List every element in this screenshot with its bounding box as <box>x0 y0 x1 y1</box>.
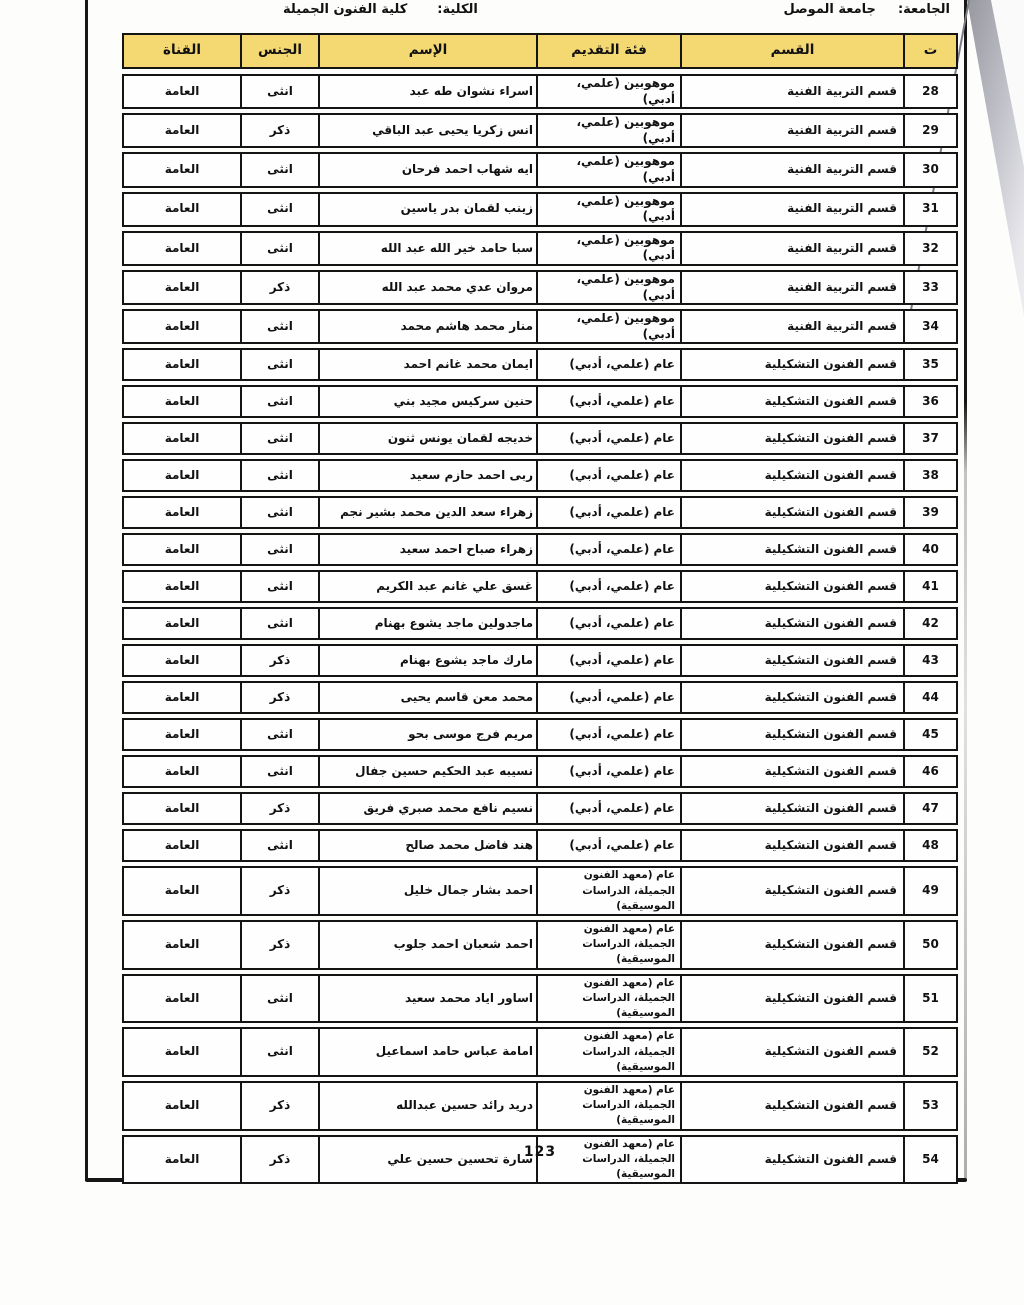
cell-application-category: موهوبين (علمي، أدبي) <box>538 194 682 225</box>
cell-name: اسراء نشوان طه عبد <box>320 76 538 107</box>
cell-number: 53 <box>922 1097 939 1112</box>
cell-number: 49 <box>922 883 939 898</box>
cell-name: ماجدولين ماجد يشوع بهنام <box>320 609 538 638</box>
cell-application-category: عام (علمي، أدبي) <box>538 831 682 860</box>
cell-application-category: عام (علمي، أدبي) <box>538 387 682 416</box>
cell-gender: ذكر <box>242 115 320 146</box>
cell-name: ايمان محمد غانم احمد <box>320 350 538 379</box>
cell-gender: انثى <box>242 535 320 564</box>
cell-gender: انثى <box>242 831 320 860</box>
cell-department: قسم الفنون التشكيلية <box>682 424 905 453</box>
cell-application-category: عام (علمي، أدبي) <box>538 350 682 379</box>
cell-number: 31 <box>922 201 939 216</box>
cell-gender: انثى <box>242 387 320 416</box>
cell-channel: العامة <box>124 498 242 527</box>
header-application-category: فئة التقديم <box>538 35 682 67</box>
cell-channel: العامة <box>124 976 242 1022</box>
page-number: 123 <box>523 1144 557 1160</box>
cell-application-category: عام (علمي، أدبي) <box>538 609 682 638</box>
cell-number: 48 <box>922 838 939 853</box>
university-line <box>784 2 950 17</box>
cell-number: 30 <box>922 162 939 177</box>
table-row <box>122 920 958 970</box>
cell-channel: العامة <box>124 350 242 379</box>
table-body <box>122 74 958 1184</box>
table-row <box>122 718 958 751</box>
cell-number: 43 <box>922 653 939 668</box>
cell-department: قسم الفنون التشكيلية <box>682 609 905 638</box>
cell-channel: العامة <box>124 535 242 564</box>
cell-name: محمد معن قاسم يحيى <box>320 683 538 712</box>
table-row <box>122 231 958 266</box>
cell-name: سارة تحسين حسين علي <box>320 1137 538 1183</box>
cell-department: قسم التربية الفنية <box>682 311 905 342</box>
cell-number: 41 <box>922 579 939 594</box>
table-row <box>122 192 958 227</box>
cell-number: 28 <box>922 83 939 98</box>
cell-channel: العامة <box>124 572 242 601</box>
table-row <box>122 74 958 109</box>
cell-name: نسيم نافع محمد صبري فريق <box>320 794 538 823</box>
cell-department: قسم الفنون التشكيلية <box>682 646 905 675</box>
table-row <box>122 1027 958 1077</box>
cell-channel: العامة <box>124 1137 242 1183</box>
cell-department: قسم الفنون التشكيلية <box>682 1029 905 1075</box>
cell-name: مارك ماجد يشوع بهنام <box>320 646 538 675</box>
students-table <box>122 33 958 1188</box>
cell-application-category: عام (معهد الفنون الجميلة، الدراسات الموسيقية) <box>538 1029 682 1075</box>
cell-number: 38 <box>922 468 939 483</box>
cell-application-category: موهوبين (علمي، أدبي) <box>538 311 682 342</box>
cell-channel: العامة <box>124 387 242 416</box>
cell-name: سبا حامد خير الله عبد الله <box>320 233 538 264</box>
cell-gender: انثى <box>242 461 320 490</box>
cell-channel: العامة <box>124 115 242 146</box>
cell-application-category: موهوبين (علمي، أدبي) <box>538 233 682 264</box>
table-row <box>122 348 958 381</box>
cell-gender: انثى <box>242 757 320 786</box>
cell-name: حنين سركيس مجيد بني <box>320 387 538 416</box>
cell-gender: انثى <box>242 194 320 225</box>
cell-number: 46 <box>922 764 939 779</box>
table-row <box>122 1081 958 1131</box>
cell-department: قسم الفنون التشكيلية <box>682 387 905 416</box>
table-row <box>122 570 958 603</box>
cell-number: 33 <box>922 279 939 294</box>
cell-number: 36 <box>922 394 939 409</box>
cell-number: 44 <box>922 690 939 705</box>
cell-name: احمد بشار جمال خليل <box>320 868 538 914</box>
cell-department: قسم التربية الفنية <box>682 194 905 225</box>
college-line <box>283 2 478 17</box>
cell-department: قسم الفنون التشكيلية <box>682 498 905 527</box>
table-header-row <box>122 33 958 69</box>
cell-application-category: عام (علمي، أدبي) <box>538 757 682 786</box>
cell-name: منار محمد هاشم محمد <box>320 311 538 342</box>
cell-department: قسم الفنون التشكيلية <box>682 922 905 968</box>
header-gender: الجنس <box>242 35 320 67</box>
cell-gender: ذكر <box>242 683 320 712</box>
cell-gender: ذكر <box>242 646 320 675</box>
cell-number: 37 <box>922 431 939 446</box>
header-number: ت <box>905 35 956 67</box>
cell-gender: انثى <box>242 609 320 638</box>
cell-application-category: عام (علمي، أدبي) <box>538 794 682 823</box>
cell-channel: العامة <box>124 1083 242 1129</box>
cell-department: قسم الفنون التشكيلية <box>682 720 905 749</box>
cell-gender: انثى <box>242 498 320 527</box>
cell-number: 54 <box>922 1151 939 1166</box>
cell-number: 50 <box>922 937 939 951</box>
cell-application-category: موهوبين (علمي، أدبي) <box>538 154 682 185</box>
cell-channel: العامة <box>124 683 242 712</box>
cell-number: 47 <box>922 801 939 816</box>
cell-gender: ذكر <box>242 272 320 303</box>
table-row <box>122 644 958 677</box>
cell-gender: انثى <box>242 154 320 185</box>
cell-number: 40 <box>922 542 939 557</box>
cell-application-category: عام (علمي، أدبي) <box>538 535 682 564</box>
cell-department: قسم الفنون التشكيلية <box>682 868 905 914</box>
table-row <box>122 533 958 566</box>
cell-name: اساور اياد محمد سعيد <box>320 976 538 1022</box>
cell-channel: العامة <box>124 154 242 185</box>
table-row <box>122 113 958 148</box>
cell-application-category: عام (علمي، أدبي) <box>538 720 682 749</box>
cell-gender: انثى <box>242 1029 320 1075</box>
cell-application-category: عام (علمي، أدبي) <box>538 461 682 490</box>
cell-application-category: عام (علمي، أدبي) <box>538 572 682 601</box>
cell-name: زهراء سعد الدين محمد بشير نجم <box>320 498 538 527</box>
cell-department: قسم التربية الفنية <box>682 154 905 185</box>
cell-department: قسم التربية الفنية <box>682 272 905 303</box>
cell-department: قسم الفنون التشكيلية <box>682 831 905 860</box>
header-name: الإسم <box>320 35 538 67</box>
header-department: القسم <box>682 35 905 67</box>
cell-name: نسيبه عبد الحكيم حسين جفال <box>320 757 538 786</box>
cell-name: خديجه لقمان يونس ثنون <box>320 424 538 453</box>
university-value: جامعة الموصل <box>783 2 876 17</box>
table-row <box>122 309 958 344</box>
cell-department: قسم التربية الفنية <box>682 76 905 107</box>
cell-channel: العامة <box>124 424 242 453</box>
cell-application-category: عام (معهد الفنون الجميلة، الدراسات الموسيقية) <box>538 976 682 1022</box>
table-row <box>122 829 958 862</box>
cell-gender: انثى <box>242 311 320 342</box>
cell-number: 32 <box>922 240 939 255</box>
cell-channel: العامة <box>124 831 242 860</box>
cell-name: ايه شهاب احمد فرحان <box>320 154 538 185</box>
cell-application-category: عام (معهد الفنون الجميلة، الدراسات الموسيقية) <box>538 1083 682 1129</box>
cell-gender: ذكر <box>242 868 320 914</box>
cell-department: قسم الفنون التشكيلية <box>682 350 905 379</box>
cell-name: احمد شعبان احمد جلوب <box>320 922 538 968</box>
cell-application-category: عام (علمي، أدبي) <box>538 646 682 675</box>
cell-gender: انثى <box>242 976 320 1022</box>
cell-gender: انثى <box>242 233 320 264</box>
table-row <box>122 681 958 714</box>
cell-department: قسم الفنون التشكيلية <box>682 572 905 601</box>
cell-name: غسق علي غانم عبد الكريم <box>320 572 538 601</box>
cell-number: 45 <box>922 727 939 742</box>
table-row <box>122 496 958 529</box>
cell-number: 34 <box>922 318 939 333</box>
cell-channel: العامة <box>124 311 242 342</box>
page-frame-left-line <box>85 0 88 1181</box>
cell-gender: انثى <box>242 350 320 379</box>
cell-number: 35 <box>922 357 939 372</box>
university-label: الجامعة: <box>897 2 950 17</box>
table-row <box>122 152 958 187</box>
cell-name: ربى احمد حازم سعيد <box>320 461 538 490</box>
table-row <box>122 270 958 305</box>
cell-channel: العامة <box>124 868 242 914</box>
cell-department: قسم الفنون التشكيلية <box>682 794 905 823</box>
cell-application-category: عام (معهد الفنون الجميلة، الدراسات الموسيقية) <box>538 1137 682 1183</box>
header-channel: القناة <box>124 35 242 67</box>
cell-number: 51 <box>922 990 939 1005</box>
cell-gender: ذكر <box>242 922 320 968</box>
cell-department: قسم الفنون التشكيلية <box>682 976 905 1022</box>
cell-department: قسم التربية الفنية <box>682 233 905 264</box>
cell-department: قسم الفنون التشكيلية <box>682 535 905 564</box>
cell-channel: العامة <box>124 461 242 490</box>
cell-gender: انثى <box>242 572 320 601</box>
table-row <box>122 755 958 788</box>
cell-channel: العامة <box>124 757 242 786</box>
table-row <box>122 974 958 1024</box>
cell-gender: ذكر <box>242 794 320 823</box>
cell-name: مريم فرج موسى بحو <box>320 720 538 749</box>
cell-channel: العامة <box>124 646 242 675</box>
cell-name: مروان عدي محمد عبد الله <box>320 272 538 303</box>
table-row <box>122 422 958 455</box>
cell-application-category: موهوبين (علمي، أدبي) <box>538 115 682 146</box>
cell-gender: انثى <box>242 424 320 453</box>
table-row <box>122 385 958 418</box>
cell-channel: العامة <box>124 609 242 638</box>
college-label: الكلية: <box>437 2 478 17</box>
cell-channel: العامة <box>124 922 242 968</box>
cell-name: زينب لقمان بدر ياسين <box>320 194 538 225</box>
cell-gender: ذكر <box>242 1137 320 1183</box>
cell-application-category: عام (علمي، أدبي) <box>538 683 682 712</box>
cell-channel: العامة <box>124 720 242 749</box>
cell-channel: العامة <box>124 272 242 303</box>
cell-channel: العامة <box>124 76 242 107</box>
cell-application-category: موهوبين (علمي، أدبي) <box>538 272 682 303</box>
cell-number: 39 <box>922 505 939 520</box>
cell-number: 42 <box>922 616 939 631</box>
cell-channel: العامة <box>124 233 242 264</box>
cell-department: قسم الفنون التشكيلية <box>682 461 905 490</box>
cell-department: قسم الفنون التشكيلية <box>682 1083 905 1129</box>
cell-application-category: عام (علمي، أدبي) <box>538 424 682 453</box>
cell-department: قسم الفنون التشكيلية <box>682 1137 905 1183</box>
cell-name: دريد رائد حسين عبدالله <box>320 1083 538 1129</box>
cell-number: 29 <box>922 122 939 137</box>
cell-name: انس زكريا يحيى عبد الباقي <box>320 115 538 146</box>
cell-application-category: عام (معهد الفنون الجميلة، الدراسات الموسيقية) <box>538 922 682 968</box>
cell-name: زهراء صباح احمد سعيد <box>320 535 538 564</box>
cell-gender: انثى <box>242 76 320 107</box>
cell-department: قسم الفنون التشكيلية <box>682 757 905 786</box>
cell-application-category: موهوبين (علمي، أدبي) <box>538 76 682 107</box>
cell-channel: العامة <box>124 794 242 823</box>
cell-gender: ذكر <box>242 1083 320 1129</box>
cell-gender: انثى <box>242 720 320 749</box>
table-row <box>122 792 958 825</box>
table-row <box>122 459 958 492</box>
cell-application-category: عام (علمي، أدبي) <box>538 498 682 527</box>
cell-name: هند فاضل محمد صالح <box>320 831 538 860</box>
cell-number: 52 <box>922 1044 939 1059</box>
cell-application-category: عام (معهد الفنون الجميلة، الدراسات الموسيقية) <box>538 868 682 914</box>
cell-channel: العامة <box>124 194 242 225</box>
page-corner-fold <box>967 0 1024 440</box>
college-value: كلية الفنون الجميلة <box>283 2 408 17</box>
cell-name: امامة عباس حامد اسماعيل <box>320 1029 538 1075</box>
cell-department: قسم التربية الفنية <box>682 115 905 146</box>
table-row <box>122 866 958 916</box>
cell-department: قسم الفنون التشكيلية <box>682 683 905 712</box>
cell-channel: العامة <box>124 1029 242 1075</box>
table-row <box>122 607 958 640</box>
